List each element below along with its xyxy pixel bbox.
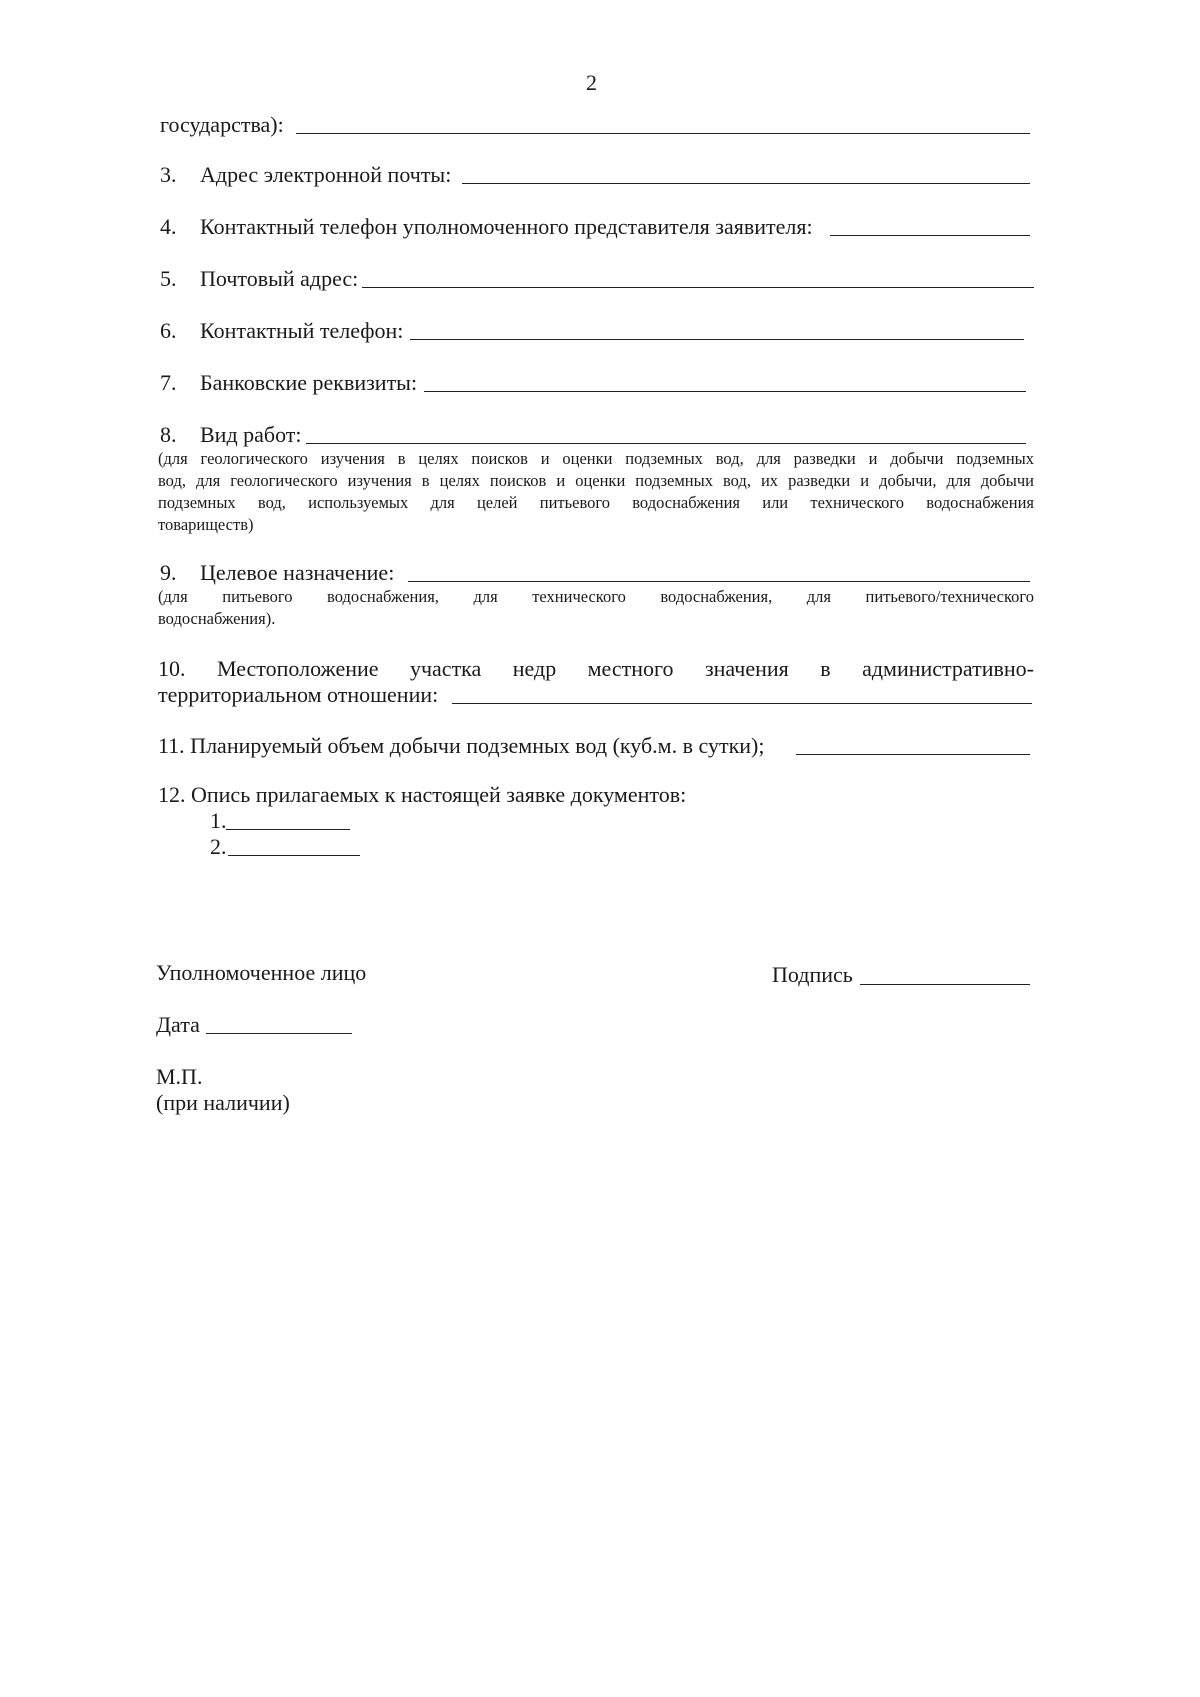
field-10-label-line-2: территориальном отношении: (158, 682, 439, 707)
field-5-number: 5. (160, 266, 177, 291)
representative-phone-field-line[interactable] (830, 235, 1030, 236)
work-type-note-line-2: вод, для геологического изучения в целях поисков и оценки подземных вод, их разведки и добычи, для добычи (158, 471, 1034, 490)
seal-label: М.П. (156, 1064, 203, 1089)
field-9-label: Целевое назначение: (200, 560, 395, 585)
date-field-line[interactable] (206, 1033, 352, 1034)
field-9-number: 9. (160, 560, 177, 585)
work-type-note-line-4: товариществ) (158, 515, 254, 534)
email-field-line[interactable] (462, 183, 1030, 184)
field-6-number: 6. (160, 318, 177, 343)
field-3-number: 3. (160, 162, 177, 187)
field-3-label: Адрес электронной почты: (200, 162, 452, 187)
page-number: 2 (586, 70, 597, 95)
work-type-field-line[interactable] (306, 443, 1026, 444)
field-7-label: Банковские реквизиты: (200, 370, 418, 395)
purpose-note-line-2: водоснабжения). (158, 609, 276, 628)
field-6-label: Контактный телефон: (200, 318, 404, 343)
seal-note: (при наличии) (156, 1090, 290, 1115)
field-11-label: 11. Планируемый объем добычи подземных вод (куб.м. в сутки); (158, 733, 765, 758)
field-4-label: Контактный телефон уполномоченного представителя заявителя: (200, 214, 813, 239)
purpose-note-line-1: (для питьевого водоснабжения, для технического водоснабжения, для питьевого/технического (158, 587, 1034, 606)
field-7-number: 7. (160, 370, 177, 395)
document-1-field-line[interactable] (226, 829, 350, 830)
field-4-number: 4. (160, 214, 177, 239)
field-8-number: 8. (160, 422, 177, 447)
continuation-label: государства): (160, 112, 284, 137)
document-list-item-1: 1. (210, 808, 227, 833)
document-list-item-2: 2. (210, 834, 227, 859)
signature-field-line[interactable] (860, 984, 1030, 985)
date-label: Дата (156, 1012, 200, 1037)
field-10-label-line-1: 10. Местоположение участка недр местного значения в административно- (158, 656, 1034, 681)
contact-phone-field-line[interactable] (410, 339, 1024, 340)
work-type-note-line-1: (для геологического изучения в целях поисков и оценки подземных вод, для разведки и добычи подземных (158, 449, 1034, 468)
bank-details-field-line[interactable] (424, 391, 1026, 392)
document-2-field-line[interactable] (228, 855, 360, 856)
planned-volume-field-line[interactable] (796, 754, 1030, 755)
authorized-person-label: Уполномоченное лицо (156, 960, 367, 985)
postal-address-field-line[interactable] (362, 287, 1034, 288)
location-field-line[interactable] (452, 703, 1032, 704)
purpose-field-line[interactable] (408, 581, 1030, 582)
signature-label: Подпись (772, 962, 853, 987)
field-5-label: Почтовый адрес: (200, 266, 359, 291)
field-12-label: 12. Опись прилагаемых к настоящей заявке документов: (158, 782, 687, 807)
work-type-note-line-3: подземных вод, используемых для целей питьевого водоснабжения или технического водоснабжения (158, 493, 1034, 512)
field-8-label: Вид работ: (200, 422, 302, 447)
continuation-field-line[interactable] (296, 133, 1030, 134)
